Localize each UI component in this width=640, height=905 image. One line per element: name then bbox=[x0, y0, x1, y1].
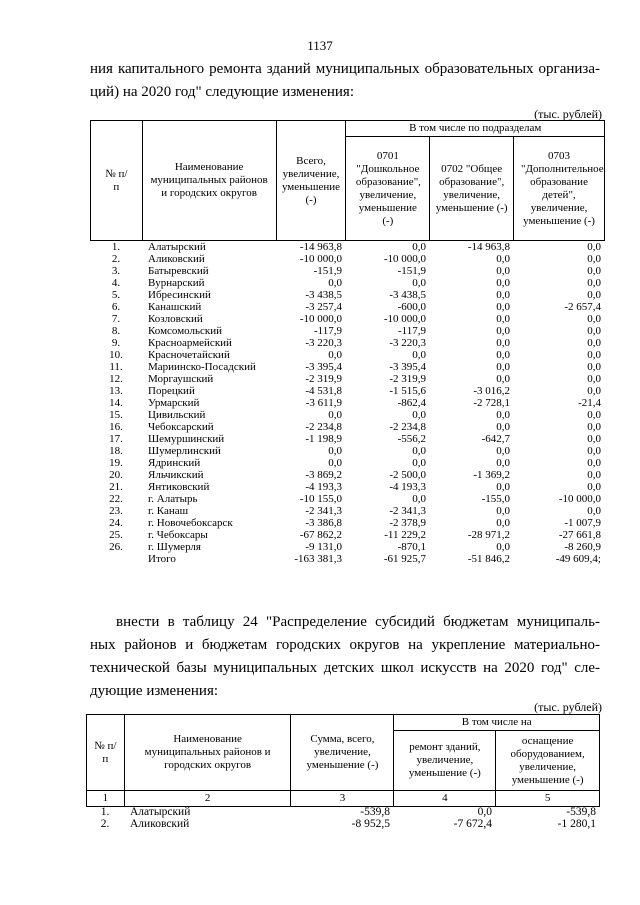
row-name: Шумерлинский bbox=[148, 445, 221, 457]
table1-row bbox=[90, 241, 605, 253]
row-name: Яльчикский bbox=[148, 469, 204, 481]
table1-header-sub1: 0701 "Дошкольное образование", увеличение, уменьшение (-) bbox=[346, 137, 430, 241]
row-0703: -2 657,4 bbox=[564, 301, 601, 313]
row-0702: 0,0 bbox=[496, 541, 510, 553]
para2-line: технической базы муниципальных детских школ искусств на 2020 год" сле- bbox=[90, 660, 600, 676]
row-number: 17. bbox=[109, 433, 123, 445]
table2-header-sub1: ремонт зданий, увеличение, уменьшение (-) bbox=[394, 731, 496, 791]
row-0702: 0,0 bbox=[496, 373, 510, 385]
row-0701: 0,0 bbox=[412, 349, 426, 361]
table2-colnum: 4 bbox=[394, 791, 496, 807]
row-0703: -49 609,4; bbox=[555, 553, 601, 565]
table1-row bbox=[90, 253, 605, 265]
row-name: Канашский bbox=[148, 301, 202, 313]
row-0702: -14 963,8 bbox=[467, 241, 510, 253]
row-0702: 0,0 bbox=[496, 481, 510, 493]
intro-line: ния капитального ремонта зданий муниципальных образовательных организа- bbox=[90, 61, 600, 77]
row-number: 25. bbox=[109, 529, 123, 541]
table1-row bbox=[90, 313, 605, 325]
table1-unit: (тыс. рублей) bbox=[534, 107, 602, 121]
row-0702: 0,0 bbox=[496, 265, 510, 277]
row-number: 1. bbox=[100, 806, 110, 818]
row-total: 0,0 bbox=[328, 445, 342, 457]
row-0701: -10 000,0 bbox=[383, 313, 426, 325]
table1-body bbox=[90, 241, 605, 565]
row-0703: 0,0 bbox=[587, 253, 601, 265]
table1-row bbox=[90, 517, 605, 529]
row-0702: 0,0 bbox=[496, 301, 510, 313]
row-total: -67 862,2 bbox=[299, 529, 342, 541]
table2-header-group: В том числе на bbox=[394, 715, 600, 731]
row-name: Красночетайский bbox=[148, 349, 230, 361]
row-number: 11. bbox=[109, 361, 123, 373]
table2-row bbox=[86, 806, 600, 818]
table1-row bbox=[90, 397, 605, 409]
row-0702: -1 369,2 bbox=[473, 469, 510, 481]
row-number: 2. bbox=[111, 253, 121, 265]
row-name: г. Чебоксары bbox=[148, 529, 208, 541]
row-0703: 0,0 bbox=[587, 469, 601, 481]
row-total: -4 193,3 bbox=[305, 481, 342, 493]
row-total: -3 386,8 bbox=[305, 517, 342, 529]
table1-header-group: В том числе по подразделам bbox=[346, 121, 605, 137]
row-number: 7. bbox=[111, 313, 121, 325]
row-total: -3 611,9 bbox=[305, 397, 342, 409]
row-name: г. Алатырь bbox=[148, 493, 198, 505]
table1-header-sub2: 0702 "Общее образование", увеличение, уменьшение (-) bbox=[430, 137, 514, 241]
table1-row bbox=[90, 529, 605, 541]
table2-unit: (тыс. рублей) bbox=[534, 700, 602, 714]
para2-line: дующие изменения: bbox=[90, 683, 219, 699]
row-0702: -51 846,2 bbox=[467, 553, 510, 565]
table2-header bbox=[86, 714, 600, 807]
row-0701: -1 515,6 bbox=[389, 385, 426, 397]
table1-row bbox=[90, 409, 605, 421]
table1-row bbox=[90, 481, 605, 493]
row-0701: -2 319,9 bbox=[389, 373, 426, 385]
table1-row bbox=[90, 457, 605, 469]
row-number: 6. bbox=[111, 301, 121, 313]
row-name: Красноармейский bbox=[148, 337, 232, 349]
row-0702: 0,0 bbox=[496, 349, 510, 361]
row-0702: -155,0 bbox=[481, 493, 510, 505]
table1-row bbox=[90, 373, 605, 385]
row-number: 20. bbox=[109, 469, 123, 481]
row-number: 3. bbox=[111, 265, 121, 277]
row-0701: -2 234,8 bbox=[389, 421, 426, 433]
row-0702: 0,0 bbox=[496, 361, 510, 373]
row-number: 26. bbox=[109, 541, 123, 553]
row-0703: 0,0 bbox=[587, 385, 601, 397]
intro-line: ций) на 2020 год" следующие изменения: bbox=[90, 84, 354, 100]
row-0701: 0,0 bbox=[412, 457, 426, 469]
row-total: 0,0 bbox=[328, 457, 342, 469]
row-number: 4. bbox=[111, 277, 121, 289]
row-name: Алатырский bbox=[148, 241, 206, 253]
table2-header-total: Сумма, всего, увеличение, уменьшение (-) bbox=[291, 715, 394, 791]
table1-header-sub3: 0703 "Дополнительное образование детей", увеличение, уменьшение (-) bbox=[514, 137, 605, 241]
row-number: 10. bbox=[109, 349, 123, 361]
row-number: 13. bbox=[109, 385, 123, 397]
row-name: Ибресинский bbox=[148, 289, 211, 301]
row-name: Цивильский bbox=[148, 409, 206, 421]
table1-row bbox=[90, 325, 605, 337]
row-repair: 0,0 bbox=[477, 806, 492, 818]
row-0702: 0,0 bbox=[496, 505, 510, 517]
table1-row bbox=[90, 505, 605, 517]
row-total: -8 952,5 bbox=[351, 818, 390, 830]
row-0703: 0,0 bbox=[587, 265, 601, 277]
row-name: Аликовский bbox=[130, 818, 190, 830]
row-0701: -3 395,4 bbox=[389, 361, 426, 373]
row-number: 8. bbox=[111, 325, 121, 337]
table1-row bbox=[90, 289, 605, 301]
row-total: -10 000,0 bbox=[299, 253, 342, 265]
row-total: -3 869,2 bbox=[305, 469, 342, 481]
table1-row bbox=[90, 349, 605, 361]
table2-header-sub2: оснащение оборудованием, увеличение, уменьшение (-) bbox=[496, 731, 600, 791]
row-name: Козловский bbox=[148, 313, 203, 325]
para2-line: ных районов и бюджетам городских округов на укрепление материально- bbox=[90, 637, 600, 653]
row-total: -3 220,3 bbox=[305, 337, 342, 349]
row-name: Мариинско-Посадский bbox=[148, 361, 256, 373]
table1-header-total: Всего, увеличение, уменьшение (-) bbox=[276, 121, 346, 241]
table2-row bbox=[86, 818, 600, 830]
row-number: 2. bbox=[100, 818, 110, 830]
row-total: 0,0 bbox=[328, 277, 342, 289]
row-0703: 0,0 bbox=[587, 457, 601, 469]
row-0701: -2 378,9 bbox=[389, 517, 426, 529]
row-0702: 0,0 bbox=[496, 289, 510, 301]
row-number: 24. bbox=[109, 517, 123, 529]
row-0701: 0,0 bbox=[412, 493, 426, 505]
page-number: 1137 bbox=[307, 38, 333, 53]
row-0702: 0,0 bbox=[496, 457, 510, 469]
row-number: 23. bbox=[109, 505, 123, 517]
row-total: -9 131,0 bbox=[305, 541, 342, 553]
row-0702: -3 016,2 bbox=[473, 385, 510, 397]
row-0701: -151,9 bbox=[397, 265, 426, 277]
table2-colnum: 3 bbox=[291, 791, 394, 807]
row-number: 19. bbox=[109, 457, 123, 469]
row-total: -1 198,9 bbox=[305, 433, 342, 445]
row-number: 21. bbox=[109, 481, 123, 493]
row-total: -14 963,8 bbox=[299, 241, 342, 253]
row-0703: 0,0 bbox=[587, 289, 601, 301]
row-0703: -21,4 bbox=[578, 397, 601, 409]
row-name: Моргаушский bbox=[148, 373, 214, 385]
row-number: 15. bbox=[109, 409, 123, 421]
table2-header-name: Наименование муниципальных районов и городских округов bbox=[124, 715, 291, 791]
row-name: Итого bbox=[148, 553, 176, 565]
row-total: -2 341,3 bbox=[305, 505, 342, 517]
table1-row bbox=[90, 469, 605, 481]
row-total: -4 531,8 bbox=[305, 385, 342, 397]
row-name: Вурнарский bbox=[148, 277, 205, 289]
table2-colnum: 2 bbox=[124, 791, 291, 807]
row-number bbox=[90, 553, 142, 565]
table1-row bbox=[90, 445, 605, 457]
row-equipment: -539,8 bbox=[566, 806, 596, 818]
row-name: Комсомольский bbox=[148, 325, 223, 337]
row-0702: 0,0 bbox=[496, 253, 510, 265]
row-0703: 0,0 bbox=[587, 313, 601, 325]
row-0703: 0,0 bbox=[587, 421, 601, 433]
row-0702: -2 728,1 bbox=[473, 397, 510, 409]
row-total: -539,8 bbox=[360, 806, 390, 818]
row-number: 9. bbox=[111, 337, 121, 349]
row-0703: -8 260,9 bbox=[564, 541, 601, 553]
row-name: г. Канаш bbox=[148, 505, 189, 517]
row-0703: 0,0 bbox=[587, 481, 601, 493]
table1-row bbox=[90, 553, 605, 565]
row-0702: 0,0 bbox=[496, 325, 510, 337]
row-name: Батыревский bbox=[148, 265, 209, 277]
table1-row bbox=[90, 265, 605, 277]
row-0703: -1 007,9 bbox=[564, 517, 601, 529]
row-total: -163 381,3 bbox=[294, 553, 342, 565]
row-total: -2 234,8 bbox=[305, 421, 342, 433]
row-total: -2 319,9 bbox=[305, 373, 342, 385]
row-name: Ядринский bbox=[148, 457, 201, 469]
row-0703: 0,0 bbox=[587, 505, 601, 517]
row-0701: -3 220,3 bbox=[389, 337, 426, 349]
row-0703: 0,0 bbox=[587, 373, 601, 385]
table1-header-name: Наименование муниципальных районов и городских округов bbox=[142, 121, 276, 241]
intro-paragraph bbox=[90, 58, 600, 104]
table2-colnum: 1 bbox=[87, 791, 125, 807]
row-0702: 0,0 bbox=[496, 409, 510, 421]
row-total: -117,9 bbox=[313, 325, 342, 337]
row-0701: 0,0 bbox=[412, 277, 426, 289]
table1-row bbox=[90, 493, 605, 505]
row-0701: -61 925,7 bbox=[383, 553, 426, 565]
para2-line: внести в таблицу 24 "Распределение субсидий бюджетам муниципаль- bbox=[116, 614, 600, 630]
row-0701: -2 500,0 bbox=[389, 469, 426, 481]
table2-body bbox=[86, 806, 600, 830]
row-name: Шемуршинский bbox=[148, 433, 225, 445]
row-0701: -3 438,5 bbox=[389, 289, 426, 301]
table1-row bbox=[90, 361, 605, 373]
row-0703: -27 661,8 bbox=[558, 529, 601, 541]
row-0701: -600,0 bbox=[397, 301, 426, 313]
row-total: -3 257,4 bbox=[305, 301, 342, 313]
row-total: -3 395,4 bbox=[305, 361, 342, 373]
row-0702: 0,0 bbox=[496, 517, 510, 529]
table1-row bbox=[90, 385, 605, 397]
row-0701: -862,4 bbox=[397, 397, 426, 409]
row-total: -3 438,5 bbox=[305, 289, 342, 301]
row-total: 0,0 bbox=[328, 349, 342, 361]
row-0703: 0,0 bbox=[587, 433, 601, 445]
row-0703: 0,0 bbox=[587, 241, 601, 253]
table1-row bbox=[90, 433, 605, 445]
row-0702: 0,0 bbox=[496, 277, 510, 289]
table1-row bbox=[90, 541, 605, 553]
row-0702: -642,7 bbox=[481, 433, 510, 445]
row-0703: 0,0 bbox=[587, 337, 601, 349]
row-name: Янтиковский bbox=[148, 481, 210, 493]
row-name: Алатырский bbox=[130, 806, 191, 818]
row-0702: -28 971,2 bbox=[467, 529, 510, 541]
row-name: Чебоксарский bbox=[148, 421, 214, 433]
row-0703: 0,0 bbox=[587, 325, 601, 337]
row-0701: -117,9 bbox=[397, 325, 426, 337]
row-total: -10 000,0 bbox=[299, 313, 342, 325]
row-0702: 0,0 bbox=[496, 421, 510, 433]
table1-row bbox=[90, 301, 605, 313]
row-0701: 0,0 bbox=[412, 445, 426, 457]
table2-header-num: № п/п bbox=[87, 715, 125, 791]
row-total: -10 155,0 bbox=[299, 493, 342, 505]
row-name: г. Шумерля bbox=[148, 541, 201, 553]
row-0703: 0,0 bbox=[587, 445, 601, 457]
row-0701: -4 193,3 bbox=[389, 481, 426, 493]
row-0703: 0,0 bbox=[587, 361, 601, 373]
row-0701: -10 000,0 bbox=[383, 253, 426, 265]
row-number: 1. bbox=[111, 241, 121, 253]
row-0701: -2 341,3 bbox=[389, 505, 426, 517]
row-0702: 0,0 bbox=[496, 445, 510, 457]
row-equipment: -1 280,1 bbox=[557, 818, 596, 830]
table1-header bbox=[90, 120, 605, 241]
paragraph-2 bbox=[90, 611, 600, 703]
row-0703: 0,0 bbox=[587, 277, 601, 289]
row-total: -151,9 bbox=[313, 265, 342, 277]
row-total: 0,0 bbox=[328, 409, 342, 421]
table2-colnum: 5 bbox=[496, 791, 600, 807]
table1-header-num: № п/п bbox=[91, 121, 143, 241]
row-0702: 0,0 bbox=[496, 313, 510, 325]
row-name: Урмарский bbox=[148, 397, 200, 409]
row-repair: -7 672,4 bbox=[453, 818, 492, 830]
row-0701: -556,2 bbox=[397, 433, 426, 445]
row-0703: 0,0 bbox=[587, 409, 601, 421]
row-0701: 0,0 bbox=[412, 409, 426, 421]
row-number: 14. bbox=[109, 397, 123, 409]
row-0703: -10 000,0 bbox=[558, 493, 601, 505]
row-0702: 0,0 bbox=[496, 337, 510, 349]
row-name: Аликовский bbox=[148, 253, 205, 265]
row-name: Порецкий bbox=[148, 385, 195, 397]
row-number: 18. bbox=[109, 445, 123, 457]
row-0703: 0,0 bbox=[587, 349, 601, 361]
table1-row bbox=[90, 337, 605, 349]
row-name: г. Новочебоксарск bbox=[148, 517, 233, 529]
row-0701: -870,1 bbox=[397, 541, 426, 553]
table1-row bbox=[90, 277, 605, 289]
row-number: 16. bbox=[109, 421, 123, 433]
row-0701: -11 229,2 bbox=[384, 529, 426, 541]
table1-row bbox=[90, 421, 605, 433]
row-number: 22. bbox=[109, 493, 123, 505]
row-number: 12. bbox=[109, 373, 123, 385]
row-number: 5. bbox=[111, 289, 121, 301]
row-0701: 0,0 bbox=[412, 241, 426, 253]
